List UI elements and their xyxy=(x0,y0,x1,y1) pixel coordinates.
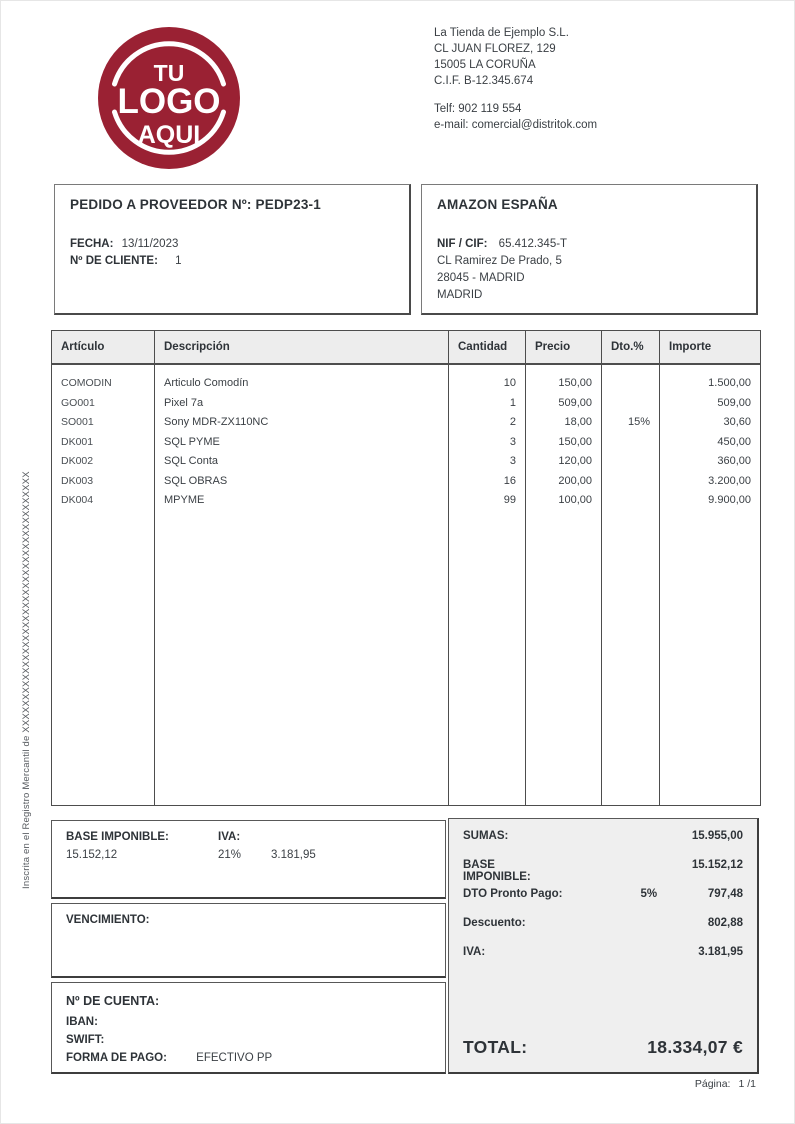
item-amount: 509,00 xyxy=(717,396,751,409)
item-price: 18,00 xyxy=(564,416,592,428)
item-description: SQL Conta xyxy=(164,455,219,467)
logo-text-bottom: AQUI xyxy=(137,121,201,149)
column-header-importe: Importe xyxy=(660,331,760,365)
payment-value: EFECTIVO PP xyxy=(196,1052,273,1064)
order-date-row xyxy=(70,236,394,253)
page-label: Página: xyxy=(694,1078,731,1090)
supplier-nif-label: NIF / CIF: xyxy=(437,238,488,250)
column-header-cantidad: Cantidad xyxy=(449,331,525,365)
account-box xyxy=(51,982,446,1074)
company-name: La Tienda de Ejemplo S.L. xyxy=(434,27,569,39)
item-description: SQL PYME xyxy=(164,435,220,448)
item-dto xyxy=(602,433,659,453)
totals-row xyxy=(463,859,743,888)
swift-label: SWIFT: xyxy=(66,1034,105,1046)
item-qty: 3 xyxy=(509,455,516,467)
supplier-address-line1: CL Ramirez De Prado, 5 xyxy=(437,255,562,267)
base-label: BASE IMPONIBLE: xyxy=(463,859,531,883)
descuento-value: 802,88 xyxy=(707,917,743,929)
item-price: 509,00 xyxy=(558,396,592,409)
iva-label: IVA: xyxy=(218,831,241,843)
company-phone: Telf: 902 119 554 xyxy=(434,103,522,115)
logo-circle-icon xyxy=(96,25,242,171)
order-client-value: 1 xyxy=(175,255,182,267)
item-description: Pixel 7a xyxy=(164,396,204,409)
due-date-box xyxy=(51,903,446,978)
item-price: 150,00 xyxy=(558,377,592,389)
item-price: 150,00 xyxy=(558,435,592,448)
supplier-nif-value: 65.412.345-T xyxy=(498,238,568,250)
order-date-label: FECHA: xyxy=(70,238,114,250)
iva-total-value: 3.181,95 xyxy=(698,946,743,958)
item-amount: 1.500,00 xyxy=(708,377,751,389)
order-client-row xyxy=(70,253,394,270)
item-price: 100,00 xyxy=(558,494,592,506)
registry-vertical-text: Inscrita en el Registro Mercantil de XXXXXXXXXXXXXXXXXXXXXXXXXXXXXXXXXXXXXXXX xyxy=(21,471,32,889)
iva-pct: 21% xyxy=(218,849,242,861)
total-label: TOTAL: xyxy=(463,1037,528,1057)
item-qty: 2 xyxy=(509,416,516,428)
base-value: 15.152,12 xyxy=(691,859,743,871)
item-amount: 3.200,00 xyxy=(708,474,751,487)
column-header-articulo: Artículo xyxy=(52,331,154,365)
item-amount: 9.900,00 xyxy=(708,494,751,506)
supplier-address-line3: MADRID xyxy=(437,289,483,301)
item-qty: 3 xyxy=(509,435,516,448)
supplier-address-line2: 28045 - MADRID xyxy=(437,272,525,284)
sumas-label: SUMAS: xyxy=(463,830,509,842)
item-dto xyxy=(602,374,659,394)
company-email: e-mail: comercial@distritok.com xyxy=(434,119,598,131)
totals-row xyxy=(463,946,743,975)
item-dto xyxy=(602,472,659,492)
item-qty: 1 xyxy=(509,396,516,409)
item-dto xyxy=(602,394,659,414)
iva-value: 3.181,95 xyxy=(271,849,316,861)
payment-row xyxy=(66,1049,431,1067)
order-header-box xyxy=(54,184,411,315)
column-articulo xyxy=(52,331,155,805)
item-description: MPYME xyxy=(164,494,205,506)
item-description: SQL OBRAS xyxy=(164,474,228,487)
supplier-name: AMAZON ESPAÑA xyxy=(437,197,558,212)
item-code: GO001 xyxy=(61,396,95,409)
item-price: 120,00 xyxy=(558,455,592,467)
company-cif: C.I.F. B-12.345.674 xyxy=(434,75,534,87)
item-code: DK003 xyxy=(61,474,94,487)
item-dto xyxy=(602,491,659,511)
column-header-descripcion: Descripción xyxy=(155,331,448,365)
column-descripcion xyxy=(155,331,449,805)
item-code: DK001 xyxy=(61,435,94,448)
totals-row xyxy=(463,888,743,917)
column-importe xyxy=(660,331,760,805)
item-qty: 16 xyxy=(503,474,516,487)
logo-text-top: TU xyxy=(153,60,185,86)
item-amount: 30,60 xyxy=(723,416,751,428)
account-label: Nº DE CUENTA: xyxy=(66,994,160,1008)
dto-value: 797,48 xyxy=(707,888,743,900)
item-dto: 15% xyxy=(627,416,650,428)
dto-pct: 5% xyxy=(640,888,658,900)
totals-row xyxy=(463,830,743,859)
company-address-line1: CL JUAN FLOREZ, 129 xyxy=(434,43,556,55)
base-imponible-value: 15.152,12 xyxy=(66,849,118,861)
company-logo xyxy=(96,25,242,171)
column-header-dto: Dto.% xyxy=(602,331,659,365)
page-indicator xyxy=(695,1078,756,1090)
item-amount: 450,00 xyxy=(717,435,751,448)
base-imponible-label: BASE IMPONIBLE: xyxy=(66,831,169,843)
item-price: 200,00 xyxy=(558,474,592,487)
page-value: 1 /1 xyxy=(738,1078,756,1090)
grand-total-row xyxy=(463,1037,743,1058)
descuento-label: Descuento: xyxy=(463,917,526,929)
totals-box xyxy=(448,818,759,1074)
order-client-label: Nº DE CLIENTE: xyxy=(70,255,158,267)
item-qty: 99 xyxy=(503,494,516,506)
order-date-value: 13/11/2023 xyxy=(121,238,179,250)
iva-total-label: IVA: xyxy=(463,946,486,958)
sumas-value: 15.955,00 xyxy=(691,830,743,842)
supplier-nif-row xyxy=(437,236,741,253)
tax-base-box xyxy=(51,820,446,899)
company-address-line2: 15005 LA CORUÑA xyxy=(434,59,536,71)
item-dto xyxy=(602,452,659,472)
company-info-block xyxy=(434,25,597,133)
vencimiento-label: VENCIMIENTO: xyxy=(66,914,150,926)
supplier-box xyxy=(421,184,758,315)
item-description: Sony MDR-ZX110NC xyxy=(164,416,269,428)
item-description: Articulo Comodín xyxy=(164,377,249,389)
column-header-precio: Precio xyxy=(526,331,601,365)
iban-label: IBAN: xyxy=(66,1016,98,1028)
items-table xyxy=(51,330,761,806)
item-code: DK002 xyxy=(61,455,94,467)
column-precio xyxy=(526,331,602,805)
item-amount: 360,00 xyxy=(717,455,751,467)
dto-label: DTO Pronto Pago: xyxy=(463,888,563,900)
logo-text-middle: LOGO xyxy=(117,82,221,121)
item-code: SO001 xyxy=(61,416,94,428)
item-qty: 10 xyxy=(503,377,516,389)
total-value: 18.334,07 € xyxy=(647,1037,743,1057)
order-title: PEDIDO A PROVEEDOR Nº: PEDP23-1 xyxy=(70,197,321,212)
payment-label: FORMA DE PAGO: xyxy=(66,1052,167,1064)
column-cantidad xyxy=(449,331,526,805)
totals-row xyxy=(463,917,743,946)
item-code: COMODIN xyxy=(61,377,112,389)
item-code: DK004 xyxy=(61,494,94,506)
column-dto xyxy=(602,331,660,805)
